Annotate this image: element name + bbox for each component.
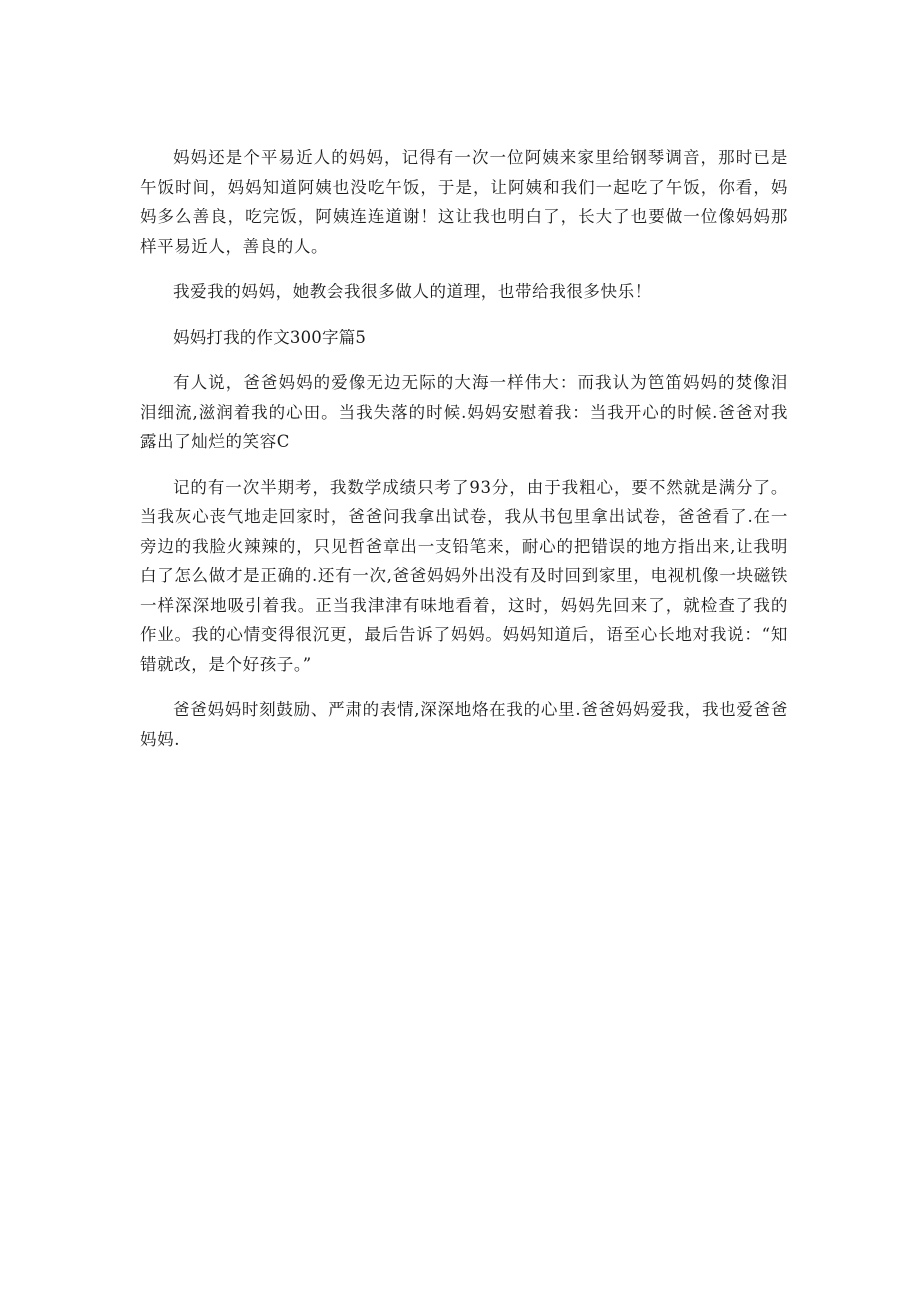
- paragraph-conclusion: 爸爸妈妈时刻鼓励、严肃的表情,深深地烙在我的心里.爸爸妈妈爱我，我也爱爸爸妈妈.: [140, 700, 788, 749]
- paragraph-parents-love: 有人说，爸爸妈妈的爱像无边无际的大海一样伟大：而我认为笆笛妈妈的焚像泪泪细流,滋润着我的心田。当我失落的时候.妈妈安慰着我：当我开心的时候.爸爸对我露出了灿烂的笑容C: [140, 373, 788, 451]
- section-heading: 妈妈打我的作文300字篇5: [173, 327, 367, 347]
- paragraph-love-mom: 我爱我的妈妈，她教会我很多做人的道理，也带给我很多快乐！: [173, 282, 652, 301]
- paragraph-kindness: 妈妈还是个平易近人的妈妈，记得有一次一位阿姨来家里给钢琴调音，那时已是午饭时间，妈妈知道阿姨也没吃午饭，于是，让阿姨和我们一起吃了午饭，你看，妈妈多么善良，吃完饭，阿姨连连道谢！这让我也明白了，长大了也要做一位像妈妈那样平易近人，善良的人。: [140, 148, 788, 256]
- document-body: [140, 143, 788, 770]
- paragraph-exam-story: 记的有一次半期考，我数学成绩只考了93分，由于我粗心，要不然就是满分了。当我灰心丧气地走回家时，爸爸问我拿出试卷，我从书包里拿出试卷，爸爸看了.在一旁边的我脸火辣辣的，只见哲爸章出一支铅笔来，耐心的把错误的地方指出来,让我明白了怎么做才是正确的.还有一次,爸爸妈妈外出没有及时回到家里，电视机像一块磁铁一样深深地吸引着我。正当我津津有味地看着，这时，妈妈先回来了，就检查了我的作业。我的心情变得很沉更，最后告诉了妈妈。妈妈知道后，语至心长地对我说：“知错就改，是个好孩子。”: [140, 477, 788, 674]
